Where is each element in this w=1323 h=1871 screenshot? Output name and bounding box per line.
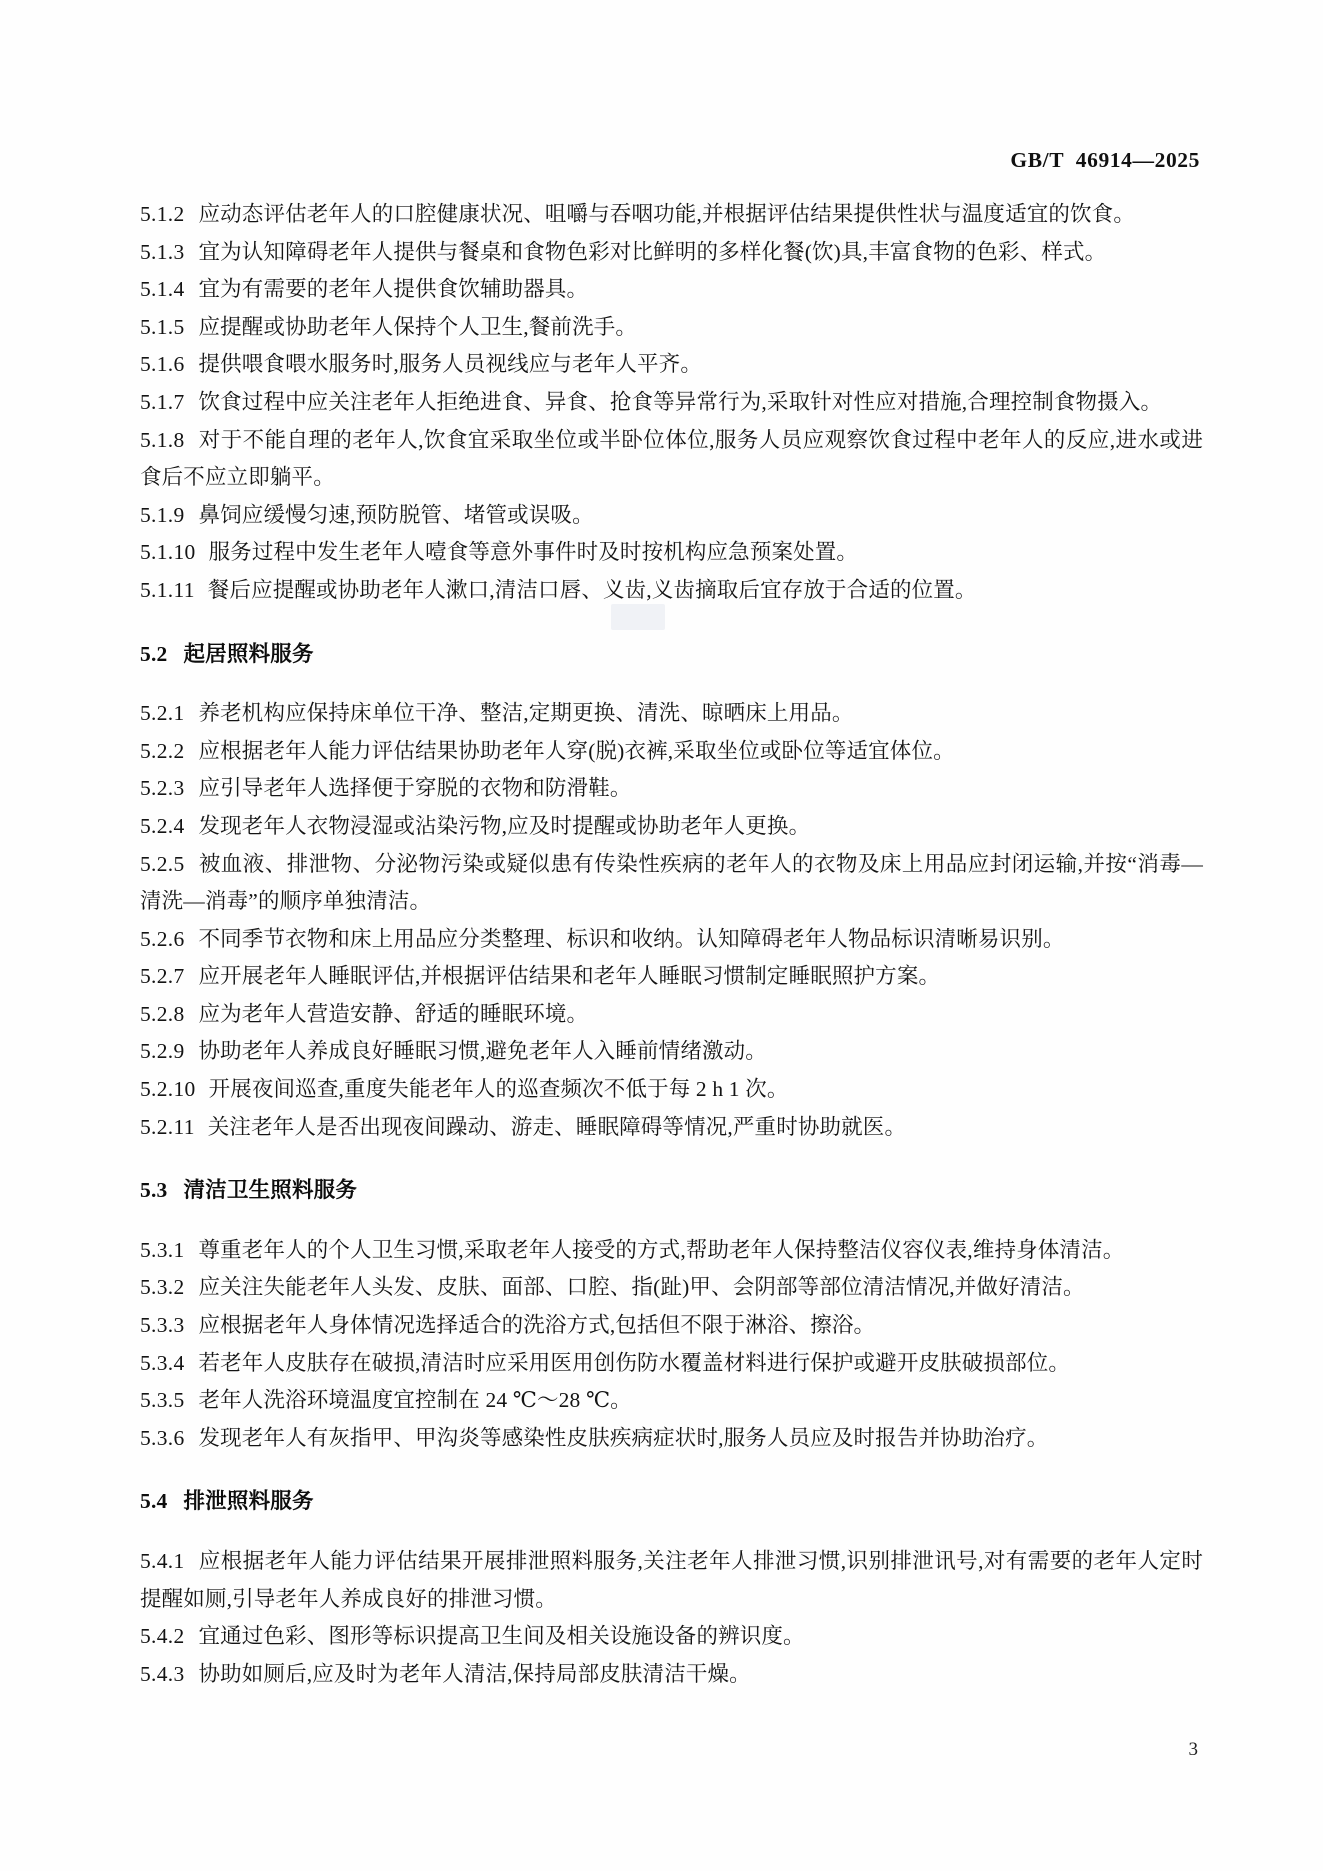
clause-number: 5.4.3: [140, 1661, 185, 1686]
clause-5-2-4: [140, 808, 1203, 846]
clause-number: 5.3.3: [140, 1313, 185, 1338]
clause-number: 5.1.8: [140, 427, 185, 452]
clause-5-2-5: [140, 846, 1203, 921]
clause-text: 宜为有需要的老年人提供食饮辅助器具。: [198, 277, 589, 302]
clause-number: 5.1.4: [140, 277, 185, 302]
clause-text: 老年人洗浴环境温度宜控制在 24 ℃～28 ℃。: [198, 1388, 632, 1413]
clause-text: 提供喂食喂水服务时,服务人员视线应与老年人平齐。: [198, 352, 702, 377]
clause-5-2-7: [140, 958, 1203, 996]
clause-text: 养老机构应保持床单位干净、整洁,定期更换、清洗、晾晒床上用品。: [198, 701, 854, 726]
clause-number: 5.1.2: [140, 202, 185, 226]
clause-number: 5.1.5: [140, 314, 185, 339]
clause-number: 5.3.1: [140, 1237, 185, 1262]
clause-5-1-3: [140, 234, 1203, 272]
clause-text: 应关注失能老年人头发、皮肤、面部、口腔、指(趾)甲、会阴部等部位清洁情况,并做好清洁。: [198, 1275, 1085, 1300]
clause-5-2-10: [140, 1071, 1203, 1109]
clause-5-3-3: [140, 1307, 1203, 1345]
clause-text: 协助如厕后,应及时为老年人清洁,保持局部皮肤清洁干燥。: [198, 1661, 751, 1686]
clause-5-2-3: [140, 770, 1203, 808]
section-heading-5-2: [140, 636, 1203, 674]
clause-number: 5.1.3: [140, 239, 185, 264]
clause-text: 不同季节衣物和床上用品应分类整理、标识和收纳。认知障碍老年人物品标识清晰易识别。: [198, 926, 1065, 951]
clause-5-2-9: [140, 1033, 1203, 1071]
clause-number: 5.2.11: [140, 1114, 195, 1139]
clause-text: 应动态评估老年人的口腔健康状况、咀嚼与吞咽功能,并根据评估结果提供性状与温度适宜的饮食。: [198, 202, 1135, 226]
clause-number: 5.3.6: [140, 1425, 185, 1450]
clause-5-4-2: [140, 1618, 1203, 1656]
clause-text: 发现老年人衣物浸湿或沾染污物,应及时提醒或协助老年人更换。: [198, 813, 811, 838]
standard-number: GB/T 46914—2025: [1010, 148, 1200, 172]
clause-number: 5.4.2: [140, 1624, 185, 1649]
clause-text: 鼻饲应缓慢匀速,预防脱管、堵管或误吸。: [198, 502, 594, 527]
clause-number: 5.1.6: [140, 352, 185, 377]
clause-number: 5.3.5: [140, 1388, 185, 1413]
clause-5-1-4: [140, 271, 1203, 309]
clause-number: 5.2.8: [140, 1001, 185, 1026]
clause-text: 应引导老年人选择便于穿脱的衣物和防滑鞋。: [198, 776, 632, 801]
clause-5-1-6: [140, 346, 1203, 384]
section-heading-5-3: [140, 1172, 1203, 1210]
clause-number: 5.1.11: [140, 577, 195, 602]
clause-number: 5.1.10: [140, 540, 196, 565]
clause-number: 5.1.7: [140, 389, 185, 414]
clause-number: 5.2.9: [140, 1039, 185, 1064]
clause-5-1-8: [140, 422, 1203, 497]
clause-number: 5.4.1: [140, 1549, 185, 1573]
clause-5-2-8: [140, 996, 1203, 1034]
clause-number: 5.2.6: [140, 926, 185, 951]
section-number: 5.3: [140, 1178, 168, 1203]
clause-5-1-9: [140, 497, 1203, 535]
clause-5-4-3: [140, 1656, 1203, 1694]
clause-5-1-2: [140, 196, 1203, 234]
clause-5-1-5: [140, 309, 1203, 347]
clause-5-3-4: [140, 1345, 1203, 1383]
clause-text: 应根据老年人能力评估结果开展排泄照料服务,关注老年人排泄习惯,识别排泄讯号,对有需要的老年人定时提醒如厕,引导老年人养成良好的排泄习惯。: [140, 1549, 1203, 1611]
clause-5-1-7: [140, 384, 1203, 422]
clause-5-1-11: [140, 572, 1203, 610]
section-title: 排泄照料服务: [183, 1489, 314, 1514]
clause-5-4-1: [140, 1543, 1203, 1618]
clause-number: 5.2.4: [140, 813, 185, 838]
clause-number: 5.2.3: [140, 776, 185, 801]
clause-5-3-6: [140, 1420, 1203, 1458]
clause-number: 5.2.5: [140, 851, 185, 876]
clause-text: 协助老年人养成良好睡眠习惯,避免老年人入睡前情绪激动。: [198, 1039, 767, 1064]
clause-text: 若老年人皮肤存在破损,清洁时应采用医用创伤防水覆盖材料进行保护或避开皮肤破损部位。: [198, 1350, 1071, 1375]
clause-5-2-6: [140, 921, 1203, 959]
clause-text: 开展夜间巡查,重度失能老年人的巡查频次不低于每 2 h 1 次。: [208, 1077, 789, 1102]
section-title: 起居照料服务: [183, 641, 314, 666]
clause-text: 宜通过色彩、图形等标识提高卫生间及相关设施设备的辨识度。: [198, 1624, 805, 1649]
section-heading-5-4: [140, 1483, 1203, 1521]
clause-number: 5.2.10: [140, 1077, 196, 1102]
section-number: 5.2: [140, 641, 168, 666]
clause-text: 发现老年人有灰指甲、甲沟炎等感染性皮肤疾病症状时,服务人员应及时报告并协助治疗。: [198, 1425, 1049, 1450]
page-content: [140, 196, 1203, 1693]
clause-text: 应提醒或协助老年人保持个人卫生,餐前洗手。: [198, 314, 638, 339]
clause-number: 5.1.9: [140, 502, 185, 527]
clause-text: 尊重老年人的个人卫生习惯,采取老年人接受的方式,帮助老年人保持整洁仪容仪表,维持身体清洁。: [198, 1237, 1125, 1262]
clause-text: 被血液、排泄物、分泌物污染或疑似患有传染性疾病的老年人的衣物及床上用品应封闭运输,并按“消毒—清洗—消毒”的顺序单独清洁。: [140, 851, 1203, 914]
clause-text: 关注老年人是否出现夜间躁动、游走、睡眠障碍等情况,严重时协助就医。: [207, 1114, 907, 1139]
page-header: [140, 148, 1200, 178]
clause-number: 5.2.7: [140, 964, 185, 989]
clause-number: 5.2.1: [140, 701, 185, 726]
clause-text: 应为老年人营造安静、舒适的睡眠环境。: [198, 1001, 589, 1026]
clause-text: 对于不能自理的老年人,饮食宜采取坐位或半卧位体位,服务人员应观察饮食过程中老年人的反应,进水或进食后不应立即躺平。: [140, 427, 1203, 490]
clause-text: 应根据老年人身体情况选择适合的洗浴方式,包括但不限于淋浴、擦浴。: [198, 1313, 876, 1338]
clause-5-3-1: [140, 1232, 1203, 1270]
clause-number: 5.3.4: [140, 1350, 185, 1375]
clause-text: 餐后应提醒或协助老年人漱口,清洁口唇、义齿,义齿摘取后宜存放于合适的位置。: [207, 577, 977, 602]
clause-5-3-5: [140, 1382, 1203, 1420]
clause-5-3-2: [140, 1269, 1203, 1307]
clause-text: 应开展老年人睡眠评估,并根据评估结果和老年人睡眠习惯制定睡眠照护方案。: [198, 964, 941, 989]
clause-5-2-1: [140, 695, 1203, 733]
clause-5-2-11: [140, 1109, 1203, 1147]
clause-5-2-2: [140, 733, 1203, 771]
clause-number: 5.2.2: [140, 738, 185, 763]
clause-text: 服务过程中发生老年人噎食等意外事件时及时按机构应急预案处置。: [208, 540, 859, 565]
section-number: 5.4: [140, 1489, 168, 1514]
page-number: 3: [1188, 1739, 1198, 1760]
clause-text: 饮食过程中应关注老年人拒绝进食、异食、抢食等异常行为,采取针对性应对措施,合理控制食物摄入。: [198, 389, 1163, 414]
clause-number: 5.3.2: [140, 1275, 185, 1300]
clause-5-1-10: [140, 534, 1203, 572]
clause-text: 应根据老年人能力评估结果协助老年人穿(脱)衣裤,采取坐位或卧位等适宜体位。: [198, 738, 955, 763]
clause-text: 宜为认知障碍老年人提供与餐桌和食物色彩对比鲜明的多样化餐(饮)具,丰富食物的色彩、样式。: [198, 239, 1107, 264]
section-title: 清洁卫生照料服务: [183, 1178, 358, 1203]
